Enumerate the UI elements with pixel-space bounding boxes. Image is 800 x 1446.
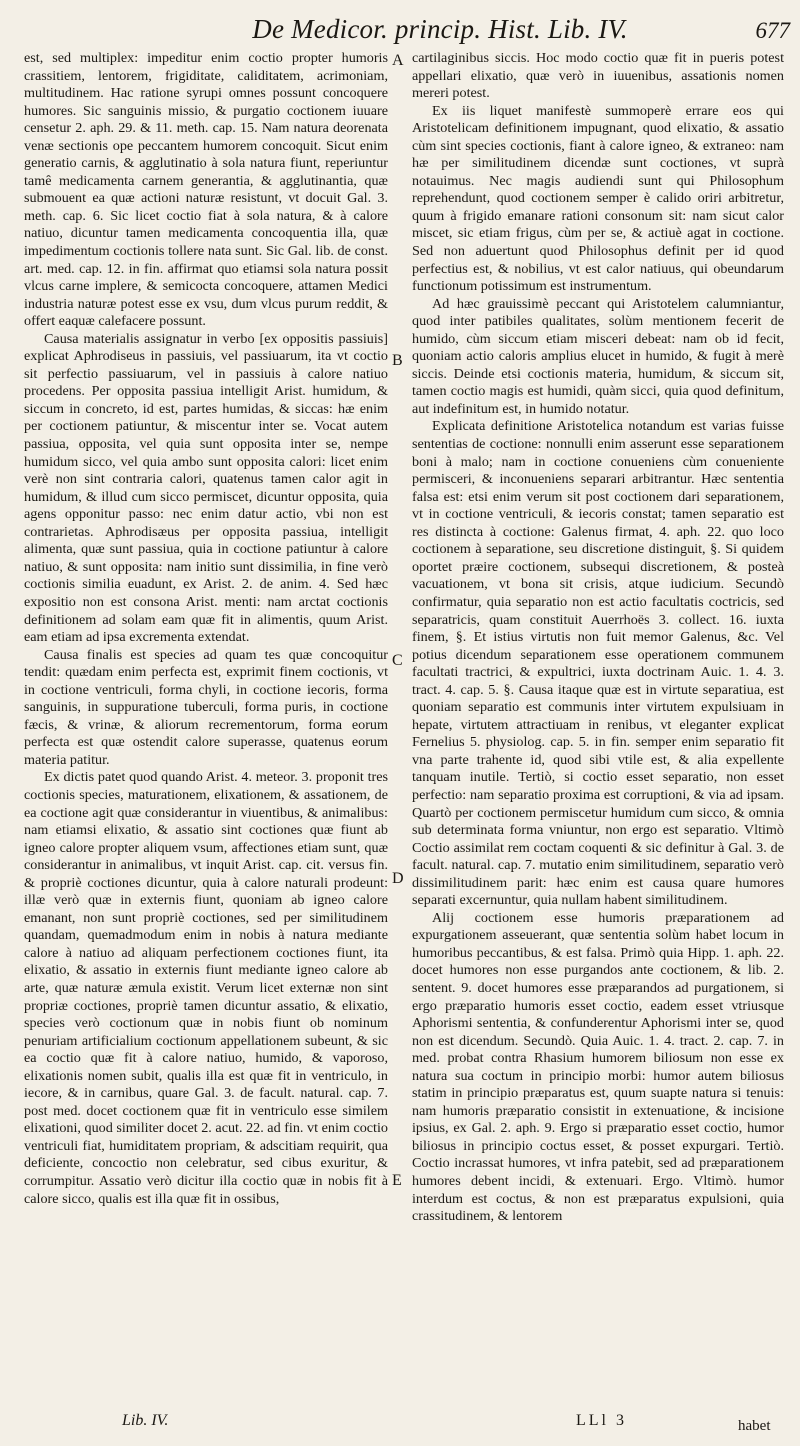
catchword: habet <box>738 1418 771 1434</box>
right-paragraph-1: cartilaginibus siccis. Hoc modo coctio quæ fit in pueris potest appellari elixatio, quæ verò in iuuenibus, assationis nomen mereri potest. <box>412 50 784 102</box>
page-number: 677 <box>755 18 790 43</box>
margin-letter-b: B <box>392 352 403 369</box>
left-paragraph-4: Ex dictis patet quod quando Arist. 4. meteor. 3. proponit tres coctionis species, maturationem, elixationem, & assationem, de ea coctione agit quæ considerantur in viuentibus, & animalibus: nam etiamsi elixatio, & assatio sint coctiones quæ fiunt ab igneo calore propter aliquem vsum, affectiones etiam sunt, quæ considerantur in animalibus, vt inquit Arist. cap. cit. versus fin. & propriè coctiones dicuntur, quia à calore naturali prodeunt: illæ verò quæ in externis fiunt, quoniam ab igneo calore emanant, non sunt propriè coctiones, sed per similitudinem quandam, quemadmodum enim in nobis à natura mediante calore à natiuo ad aliquam perfectionem coctiones fiunt, ita elixatio, & assatio in externis fiunt mediante igneo calore ab arte, quæ naturæ æmula existit. Verum licet externæ non sint propriæ coctiones, propriè tamen dicuntur assatio, & elixatio, species verò coctionum quæ in nobis fiunt ob nominum penuriam artificialium coctionum appellationem subeunt, & sic ea coctio quæ fit à calore natiuo, humido, & vaporoso, elixationis nomen subit, qualis illa est quæ fit in ventriculo, in iecore, & in carnibus, quare Gal. 3. de facult. natural. cap. 7. post med. docet coctionem quæ fit in ventriculo esse similem elixationi, quod similiter docet 2. acut. 22. ad fin. vt enim coctio ventriculi fiat, humiditatem propriam, & adscitiam requirit, qua deficiente, concoctio non celebratur, sed cibus exuritur, & corrumpitur. Assatio verò dicitur illa coctio quæ in nobis fit à calore sicco, qualis est illa quæ fit in ossibus, <box>24 769 388 1207</box>
right-column <box>412 50 784 1406</box>
margin-letter-e: E <box>392 1172 402 1189</box>
running-head: De Medicor. princip. Hist. Lib. IV. <box>252 14 628 44</box>
margin-letter-c: C <box>392 652 403 669</box>
margin-letter-d: D <box>392 870 404 887</box>
right-paragraph-4: Explicata definitione Aristotelica notandum est varias fuisse sententias de coctione: nonnulli enim asserunt esse separationem boni à malo; nam in coctione conueniens cùm conueniente permisceri, & inconueniens separari arbitrantur. Hæc sententia falsa est: etsi enim verum sit post coctionem dari separationem, vt in coctione ventriculi, & iecoris constat; tamen separatio est res distincta à coctione: Galenus firmat, 4. aph. 22. quo loco coctionem à separatione, seu discretione distinguit, §. Si quidem oportet præire coctionem, subsequi discretionem, & posteà vacuationem, vt bona sit crisis, atque iudicium. Secundò confirmatur, quia separatio non est actio facultatis coctricis, sed separatricis, quam constituit Auerrhoës 3. collect. 16. iuxta finem, §. Et istius virtutis non fuit memor Galenus, &c. Vel potius dicendum separationem esse operationem communem facultati tractrici, & expultrici, iuxta doctrinam Auic. 1. 4. 3. tract. 4. cap. 5. §. Causa itaque quæ est in virtute separatiua, est quoniam separatio est communis inter virtutem expulsiuam in hepate, virtutem attractiuam in renibus, vt eleganter explicat Fernelius 5. physiolog. cap. 5. in fin. semper enim separatio fit vna parte trahente id, quod sibi vtile est, & alia expellente tanquam inutile. Tertiò, si coctio esset separatio, non esset perfectio: nam separatio proxima est corruptioni, & via ad ipsam. Quartò per coctionem permiscetur humidum cum sicco, & omnia sub determinata forma vniuntur, non ergo est separatio. Vltimò Coctio assimilat rem coctam coquenti & sic definitur à Gal. 3. de facult. natural. cap. 7. mutatio enim similitudinem, separatio verò dissimilitudinem parit: hæc enim est causa quare humores separati excernuntur, quia nullam habent similitudinem. <box>412 418 784 909</box>
footer-book-label: Lib. IV. <box>122 1412 169 1429</box>
right-paragraph-5: Alij coctionem esse humoris præparationem ad expurgationem asseuerant, quæ sententia solùm habet locum in humoribus peccantibus, & est falsa. Primò quia Hipp. 1. aph. 22. docet humores non esse purgandos ante coctionem, & lib. 2. sentent. 9. docet humores esse præparandos ad purgationem, si ergo præparatio humoris esset coctio, eadem esset vtriusque Aphorismi sententia, & confunderentur Aphorismi inter se, quod non est dicendum. Secundò. Quia Auic. 1. 4. tract. 2. cap. 7. in med. probat contra Rhasium humorem biliosum non esse ex natura sua coctum in principio morbi: humor autem biliosus statim in principio præparatus est, quum suapte natura si tenuis: nam humoris præparatio consistit in extenuatione, & incisione ipsius, ex Gal. 2. aph. 9. Ergo si præparatio esset coctio, humor biliosus in principio coctus esset, & posset expurgari. Tertiò. Coctio incrassat humores, vt infra patebit, sed ad præparationem humores debent incidi, & extenuari. Ergo. Vltimò. humor interdum est coctus, & non est præparatus expulsioni, quia crassitudinem, & lentorem <box>412 909 784 1225</box>
left-column <box>24 50 388 1406</box>
left-paragraph-3: Causa finalis est species ad quam tes quæ concoquitur tendit: quædam enim perfecta est, exprimit finem coctionis, vt in coctione ventriculi, forma chyli, in coctione iecoris, forma sanguinis, in suppuratione tuberculi, forma puris, in coctione fæcis, & vrinæ, & aliorum recrementorum, forma eorum perfecta est quæ ostendit calore superasse, quatenus eorum materia patitur. <box>24 646 388 768</box>
right-paragraph-2: Ex iis liquet manifestè summoperè errare eos qui Aristotelicam definitionem impugnant, quod elixatio, & assatio cùm sint species coctionis, fiant à calore igneo, & extraneo: nam hæ per similitudinem dicendæ sunt coctiones, vt suprà notauimus. Nec magis audiendi sunt qui Philosophum reprehendunt, quod coctionem semper è calido oriri arbitretur, quum à frigido emanare rationi consonum sit: nam sicut calor miscet, sic etiam frigus, cùm per se, & actiuè agat in coctione. Sed non aduertunt quod Philosophus definit per id quod perfectius est, & nobilius, vt est calor natiuus, qui obeundarum functionum potissimum est instrumentum. <box>412 102 784 295</box>
left-paragraph-2: Causa materialis assignatur in verbo [ex oppositis passiuis] explicat Aphrodiseus in passiuis, vel passiuarum, ita vt coctio sit perfectio passiuarum, vel in passiuis à calore natiuo procedens. Per opposita passiua intelligit Arist. humidum, & siccum in concreto, id est, partes humidas, & siccas: hæ enim per coctionem patiuntur, & miscentur inter se. Vocat autem passiua, opposita, vel quia sunt opposita inter se, nempe humidum sicco, vel quia ambo sunt opposita calori: licet enim verè non sint contraria calori, quatenus tamen calor agit in humidum, & illud cum sicco permiscet, dicuntur opposita, quia agens opponitur passo: nec enim datur actio, vbi non est contrarietas. Aphrodisæus per opposita passiua, intelligit alimenta, quæ sunt passiua, quia in coctione patiuntur à calore natiuo, & sunt opposita: nam initio sunt dissimilia, in fine verò coctionis similia euadunt, ex Arist. 2. de anim. 4. Sed hæc expositio non est consona Arist. menti: nam arctat coctionis definitionem ad solam eam quæ fit in alimentis, quum Arist. eam etiam ad ipsa excrementa extendat. <box>24 330 388 646</box>
signature-mark: LLl 3 <box>576 1412 627 1429</box>
left-paragraph-1: est, sed multiplex: impeditur enim coctio propter humoris crassitiem, lentorem, frigiditate, caliditatem, acrimoniam, multitudinem. Hac ratione syrupi omnes possunt concoquere humores. Sic sanguinis missio, & purgatio coctionem iuuare censetur 2. aph. 29. & 11. meth. cap. 15. Nam natura deorenata venæ sectionis ope peccantem humorem concoquit. Sicut enim generatio carnis, & agglutinatio à sola natura fiunt, reperiuntur tamê medicamenta carnem generantia, & agglutinantia, quæ submouent ea quæ actioni naturæ resistunt, vt docuit Gal. 3. meth. cap. 6. Sic licet coctio fiat à sola natura, & à calore natiuo, dicuntur tamen medicamenta concoquentia illa, quæ impedimentum coctionis tollere nata sunt. Sic Gal. lib. de const. art. med. cap. 12. in fin. affirmat quo etiamsi sola natura possit vlcus carne implere, & semicocta concoquere, attamen Medici industria naturæ potest esse ex vsu, dum vlcus purum reddit, & offert eaquæ calefacere possunt. <box>24 50 388 330</box>
margin-letter-a: A <box>392 52 404 69</box>
right-paragraph-3: Ad hæc grauissimè peccant qui Aristotelem calumniantur, quod inter patibiles qualitates, solùm mentionem fecerit de humido, cùm siccum etiam misceri debeat: nam ob id fecit, quoniam actio caloris amplius elucet in humido, & fugit à merè siccis. Deinde etsi coctionis materia, humidum, & siccum sit, tamen coctio magis est humidi, quàm sicci, quia quod definitum, aut indefinitum est, in humido notatur. <box>412 295 784 417</box>
